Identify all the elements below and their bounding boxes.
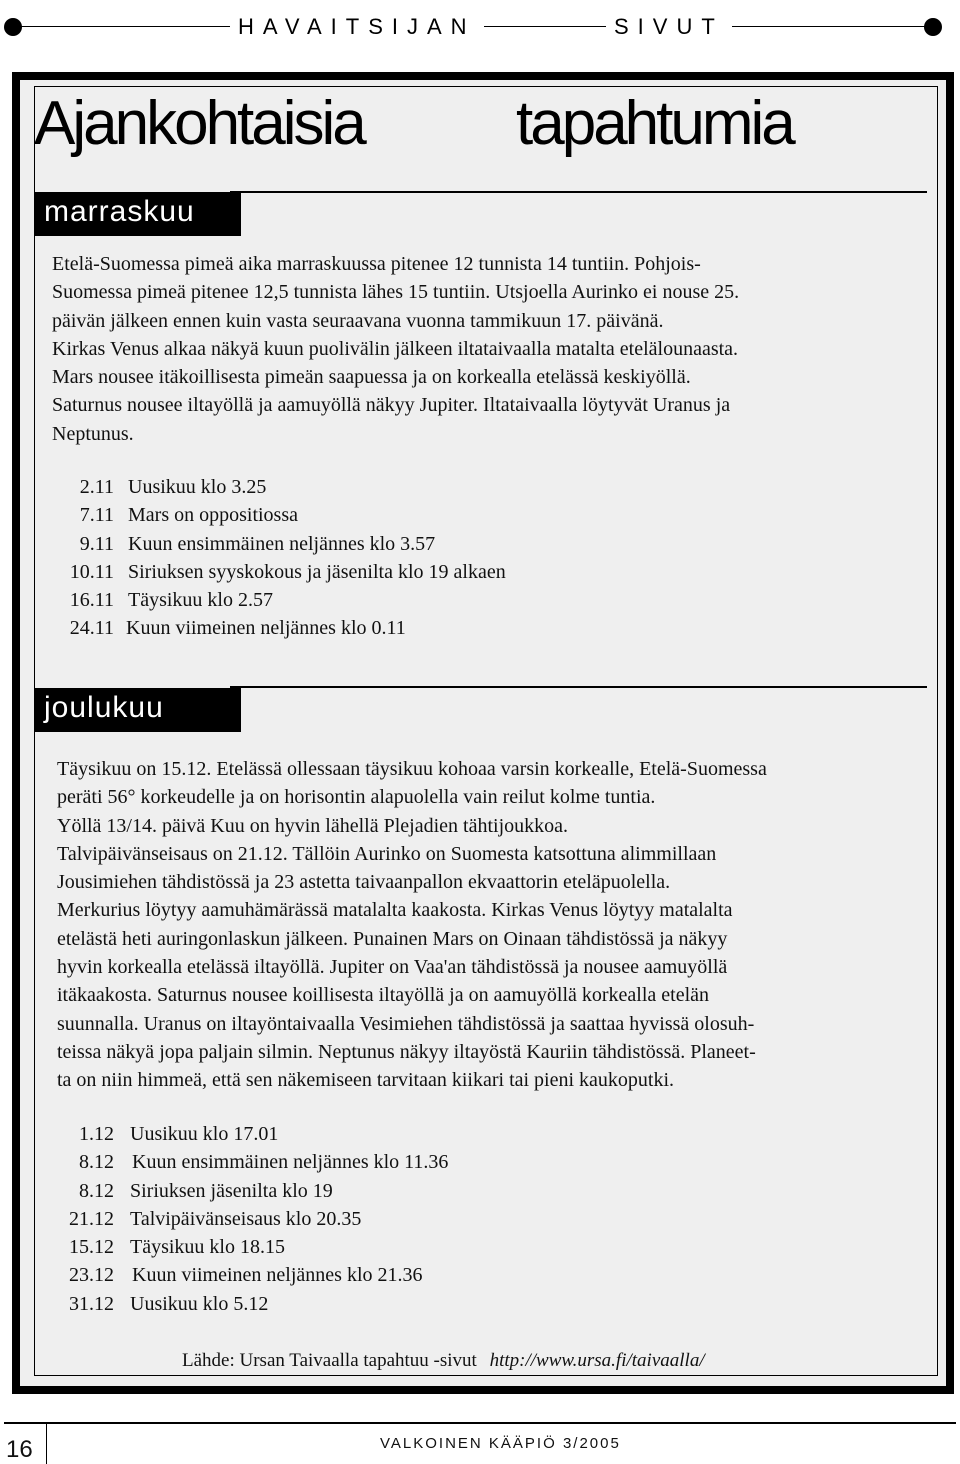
november-text — [52, 250, 922, 448]
header-title-right: SIVUT — [606, 12, 732, 42]
text-line: Suomessa pimeä pitenee 12,5 tunnista lähes 15 tuntiin. Utsjoella Aurinko ei nouse 25. — [52, 281, 740, 304]
section-heading-december: joulukuu — [34, 688, 241, 732]
section-rule — [230, 191, 927, 193]
event-row — [52, 1148, 448, 1176]
event-date: 9.11 — [79, 532, 114, 555]
event-text: Siriuksen syyskokous ja jäsenilta klo 19 alkaen — [128, 560, 506, 583]
event-date: 7.11 — [79, 504, 114, 527]
november-events — [52, 473, 506, 643]
event-row — [52, 586, 506, 614]
event-row — [52, 558, 506, 586]
event-text: Siriuksen jäsenilta klo 19 — [130, 1179, 333, 1202]
event-text: Kuun ensimmäinen neljännes klo 11.36 — [132, 1151, 449, 1174]
title-word-2: tapahtumia — [516, 89, 793, 158]
source-label: Lähde: Ursan Taivaalla tapahtuu -sivut — [182, 1350, 477, 1371]
text-line: Etelä-Suomessa pimeä aika marraskuussa pitenee 12 tunnista 14 tuntiin. Pohjois- — [52, 253, 701, 275]
event-date: 23.12 — [69, 1264, 114, 1287]
publication-name: VALKOINEN KÄÄPIÖ 3/2005 — [380, 1435, 621, 1452]
text-line: peräti 56° korkeudelle ja on horisontin alapuolella vain reilut kolme tuntia. — [57, 786, 656, 809]
text-line: Saturnus nousee iltayöllä ja aamuyöllä näkyy Jupiter. Iltataivaalla löytyvät Uranus ja — [52, 394, 731, 417]
event-date: 15.12 — [69, 1236, 114, 1259]
section-rule — [230, 686, 927, 688]
event-date: 31.12 — [69, 1292, 114, 1315]
event-row — [52, 1233, 448, 1261]
december-events — [52, 1120, 448, 1318]
event-row — [52, 1177, 448, 1205]
section-heading-november: marraskuu — [34, 192, 241, 236]
event-row — [52, 530, 506, 558]
text-line: etelästä heti auringonlaskun jälkeen. Punainen Mars on Oinaan tähdistössä ja näkyy — [57, 927, 728, 950]
text-line: Jousimiehen tähdistössä ja 23 astetta taivaanpallon ekvaattorin eteläpuolella. — [57, 871, 671, 894]
source-line — [182, 1348, 705, 1374]
event-text: Mars on oppositiossa — [128, 504, 298, 527]
event-row — [52, 473, 506, 501]
page-title — [34, 84, 914, 164]
event-text: Kuun viimeinen neljännes klo 0.11 — [126, 617, 406, 640]
event-row — [52, 1205, 448, 1233]
page-number: 16 — [6, 1436, 33, 1463]
title-word-1: Ajankohtaisia — [34, 89, 364, 158]
header-title-left: HAVAITSIJAN — [230, 12, 484, 42]
event-date: 16.11 — [69, 589, 114, 612]
text-line: Talvipäivänseisaus on 21.12. Tällöin Aurinko on Suomesta katsottuna alimmillaan — [57, 842, 717, 865]
text-line: Mars nousee itäkoillisesta pimeän saapuessa ja on korkealla etelässä keskiyöllä. — [52, 366, 691, 389]
bullet-icon — [924, 18, 942, 36]
text-line: teissa näkyä jopa paljain silmin. Neptunus näkyy iltayöstä Kauriin tähdistössä. Planeet- — [57, 1040, 756, 1063]
event-row — [52, 1261, 448, 1289]
event-text: Kuun viimeinen neljännes klo 21.36 — [132, 1264, 423, 1287]
event-date: 1.12 — [79, 1123, 114, 1145]
event-row — [52, 1120, 448, 1148]
text-line: Täysikuu on 15.12. Etelässä ollessaan täysikuu kohoaa varsin korkealle, Etelä-Suomessa — [57, 758, 767, 780]
text-line: itäkaakosta. Saturnus nousee koillisesta iltayöllä ja on aamuyöllä korkealla etelän — [57, 984, 710, 1007]
event-date: 8.12 — [79, 1179, 114, 1202]
event-text: Kuun ensimmäinen neljännes klo 3.57 — [128, 532, 436, 555]
event-text: Uusikuu klo 5.12 — [130, 1292, 269, 1315]
event-text: Talvipäivänseisaus klo 20.35 — [130, 1207, 362, 1230]
event-text: Uusikuu klo 3.25 — [128, 476, 267, 498]
text-line: hyvin korkealla etelässä iltayöllä. Jupiter on Vaa'an tähdistössä ja nousee aamuyöllä — [57, 956, 728, 979]
text-line: Neptunus. — [52, 422, 134, 445]
footer-divider — [46, 1422, 47, 1464]
event-text: Uusikuu klo 17.01 — [130, 1123, 279, 1145]
text-line: Kirkas Venus alkaa näkyä kuun puolivälin jälkeen iltataivaalla matalta etelälounaasta. — [52, 337, 739, 360]
text-line: suunnalla. Uranus on iltayöntaivaalla Vesimiehen tähdistössä ja saattaa hyvissä olosuh- — [57, 1012, 755, 1035]
text-line: Yöllä 13/14. päivä Kuu on hyvin lähellä Plejadien tähtijoukkoa. — [57, 814, 569, 837]
december-text — [57, 755, 927, 1095]
bullet-icon — [4, 18, 22, 36]
event-date: 24.11 — [69, 617, 114, 640]
footer-rule — [4, 1422, 956, 1424]
event-date: 10.11 — [69, 560, 114, 583]
text-line: Merkurius löytyy aamuhämärässä matalalta kaakosta. Kirkas Venus löytyy matalalta — [57, 899, 733, 922]
event-date: 21.12 — [69, 1207, 114, 1230]
event-text: Täysikuu klo 2.57 — [128, 589, 273, 612]
text-line: ta on niin himmeä, että sen näkemiseen tarvitaan kiikari tai pieni kaukoputki. — [57, 1069, 675, 1092]
source-link[interactable]: http://www.ursa.fi/taivaalla/ — [489, 1350, 705, 1371]
event-text: Täysikuu klo 18.15 — [130, 1236, 285, 1259]
event-date: 2.11 — [79, 476, 114, 498]
event-row — [52, 614, 506, 642]
text-line: päivän jälkeen ennen kuin vasta seuraavana vuonna tammikuun 17. päivänä. — [52, 309, 664, 332]
event-row — [52, 501, 506, 529]
event-date: 8.12 — [79, 1151, 114, 1174]
event-row — [52, 1290, 448, 1318]
page-header — [0, 12, 960, 44]
